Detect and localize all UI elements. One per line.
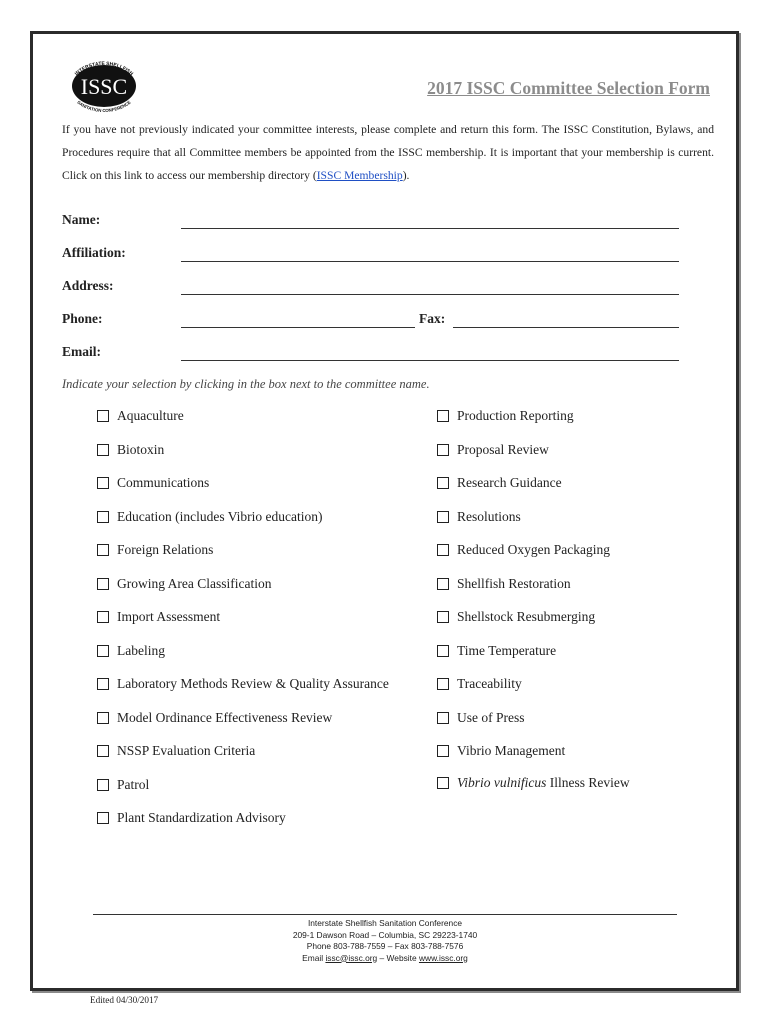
committee-label: Import Assessment (117, 609, 221, 624)
committee-option[interactable] (97, 542, 213, 558)
issc-membership-link[interactable]: ISSC Membership (316, 169, 403, 182)
committee-label: Production Reporting (457, 408, 574, 423)
footer (0, 918, 770, 964)
committee-label: Biotoxin (117, 441, 165, 457)
committee-label: Patrol (117, 776, 150, 792)
checkbox[interactable] (97, 477, 109, 489)
phone-label: Phone: (62, 311, 103, 326)
committee-label: Use of Press (457, 709, 525, 725)
committee-option[interactable] (437, 710, 525, 726)
committee-option[interactable] (97, 676, 389, 692)
checkbox[interactable] (437, 678, 449, 690)
checkbox[interactable] (437, 611, 449, 623)
footer-phone: Phone 803-788-7559 – Fax 803-788-7576 (306, 941, 464, 951)
committee-label: Time Temperature (457, 642, 557, 658)
intro-text-end: ). (402, 169, 410, 182)
checkbox[interactable] (97, 410, 109, 422)
checkbox[interactable] (437, 410, 449, 422)
checkbox[interactable] (97, 544, 109, 556)
logo-arc-top: INTERSTATE SHELLFISH (73, 60, 135, 78)
selection-instruction: Indicate your selection by clicking in the box next to the committee name. (62, 377, 430, 391)
committee-option[interactable] (97, 408, 184, 424)
committee-option[interactable] (97, 643, 165, 659)
email-field[interactable] (181, 360, 679, 361)
committee-label: Communications (117, 475, 210, 490)
committee-label: Shellfish Restoration (457, 575, 571, 591)
committee-label: Education (includes Vibrio education) (117, 508, 323, 524)
committee-option[interactable] (97, 442, 164, 458)
committee-label: Vibrio Management (457, 743, 566, 758)
checkbox[interactable] (437, 444, 449, 456)
form-title: 2017 ISSC Committee Selection Form (427, 78, 710, 98)
checkbox[interactable] (97, 444, 109, 456)
committee-label: NSSP Evaluation Criteria (117, 743, 256, 758)
name-field[interactable] (181, 228, 679, 229)
address-label: Address: (62, 278, 114, 293)
committee-option[interactable] (437, 475, 562, 491)
committee-option[interactable] (437, 676, 522, 692)
committee-label: Reduced Oxygen Packaging (457, 542, 610, 557)
committee-label: Vibrio vulnificus Illness Review (457, 775, 630, 790)
committee-option[interactable] (97, 475, 209, 491)
checkbox[interactable] (437, 544, 449, 556)
committee-option[interactable] (437, 442, 549, 458)
checkbox[interactable] (437, 477, 449, 489)
affiliation-label: Affiliation: (62, 245, 126, 260)
committee-option[interactable] (97, 576, 271, 592)
committee-option[interactable] (437, 609, 595, 625)
committee-option[interactable] (97, 710, 332, 726)
committee-label: Traceability (457, 676, 522, 691)
name-label: Name: (62, 212, 101, 227)
committee-label: Aquaculture (117, 408, 184, 423)
committee-option[interactable] (97, 743, 255, 759)
committee-label: Resolutions (457, 508, 521, 524)
footer-divider (93, 914, 677, 915)
committee-label: Research Guidance (457, 475, 562, 490)
committee-option[interactable] (437, 643, 556, 659)
intro-paragraph (62, 118, 714, 187)
checkbox[interactable] (97, 511, 109, 523)
committee-label: Foreign Relations (117, 542, 214, 557)
checkbox[interactable] (437, 645, 449, 657)
checkbox[interactable] (437, 578, 449, 590)
email-label: Email: (62, 344, 101, 359)
committee-option[interactable] (437, 542, 610, 558)
affiliation-field[interactable] (181, 261, 679, 262)
footer-address: 209-1 Dawson Road – Columbia, SC 29223-1740 (292, 929, 478, 940)
committee-label: Plant Standardization Advisory (117, 810, 286, 825)
committee-option[interactable] (97, 777, 149, 793)
committee-option[interactable] (437, 743, 565, 759)
committee-label: Growing Area Classification (117, 575, 272, 591)
committee-label: Model Ordinance Effectiveness Review (117, 709, 333, 725)
checkbox[interactable] (97, 712, 109, 724)
intro-text: If you have not previously indicated your committee interests, please complete and return this form. The ISSC Constitution, Bylaws, and Procedures require that all Committee members be appointed from the ISSC membership. It is important that your membership is current. Click on this link to access our membership directory ( (62, 123, 714, 182)
committee-option[interactable] (437, 408, 574, 424)
logo-name: ISSC (80, 74, 128, 99)
checkbox[interactable] (437, 511, 449, 523)
committee-option[interactable] (97, 810, 286, 826)
checkbox[interactable] (437, 777, 449, 789)
footer-org: Interstate Shellfish Sanitation Conference (307, 918, 463, 928)
committee-option[interactable] (437, 576, 571, 592)
committee-option[interactable] (437, 509, 521, 525)
committee-label: Labeling (117, 642, 165, 658)
fax-label: Fax: (419, 311, 446, 326)
committee-option[interactable] (437, 775, 630, 791)
website-link[interactable]: www.issc.org (418, 952, 468, 963)
email-link[interactable]: issc@issc.org (325, 952, 378, 963)
checkbox[interactable] (97, 812, 109, 824)
committee-label: Shellstock Resubmerging (457, 609, 596, 624)
checkbox[interactable] (97, 578, 109, 590)
edited-date: Edited 04/30/2017 (90, 995, 159, 1005)
checkbox[interactable] (97, 645, 109, 657)
checkbox[interactable] (97, 611, 109, 623)
fax-field[interactable] (453, 327, 679, 328)
phone-field[interactable] (181, 327, 415, 328)
checkbox[interactable] (97, 779, 109, 791)
footer-contact: Email issc@issc.org – Website www.issc.org (302, 952, 468, 963)
address-field[interactable] (181, 294, 679, 295)
committee-option[interactable] (97, 609, 220, 625)
committee-option[interactable] (97, 509, 323, 525)
checkbox[interactable] (97, 745, 109, 757)
checkbox[interactable] (97, 678, 109, 690)
logo-arc-bottom: SANITATION CONFERENCE (76, 99, 132, 114)
checkbox[interactable] (437, 712, 449, 724)
issc-logo (58, 55, 150, 117)
committee-label: Laboratory Methods Review & Quality Assurance (117, 676, 389, 691)
committee-label: Proposal Review (457, 441, 549, 457)
checkbox[interactable] (437, 745, 449, 757)
